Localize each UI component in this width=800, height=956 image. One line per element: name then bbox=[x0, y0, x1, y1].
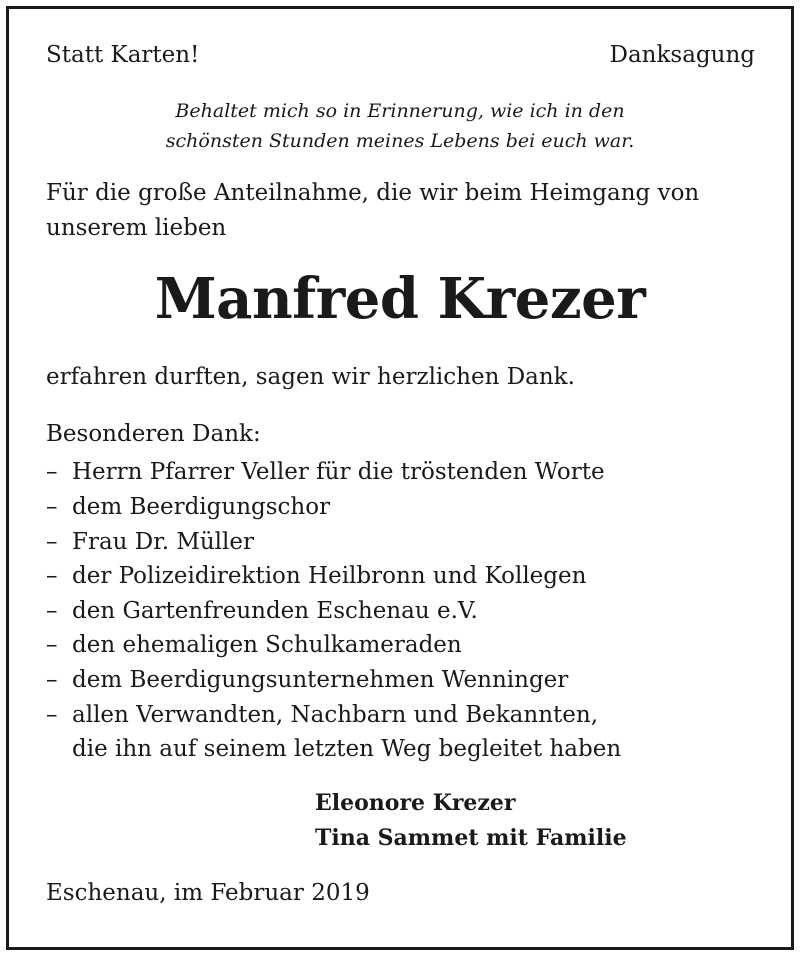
motto-line-2: schönsten Stunden meines Lebens bei euch war. bbox=[165, 130, 635, 152]
list-dash: – bbox=[46, 459, 58, 485]
list-dash: – bbox=[46, 494, 58, 520]
header-left: Statt Karten! bbox=[46, 42, 200, 68]
place-date: Eschenau, im Februar 2019 bbox=[46, 880, 370, 906]
list-item-continuation: die ihn auf seinem letzten Weg begleitet haben bbox=[72, 736, 622, 762]
list-item: den Gartenfreunden Eschenau e.V. bbox=[72, 598, 478, 624]
special-thanks-heading: Besonderen Dank: bbox=[46, 421, 261, 447]
thanks-line: erfahren durften, sagen wir herzlichen Dank. bbox=[46, 364, 575, 390]
list-dash: – bbox=[46, 632, 58, 658]
list-item: den ehemaligen Schulkameraden bbox=[72, 632, 462, 658]
intro-line-2: unserem lieben bbox=[46, 215, 227, 241]
motto-line-1: Behaltet mich so in Erinnerung, wie ich in den bbox=[175, 100, 625, 122]
list-dash: – bbox=[46, 702, 58, 728]
list-item: allen Verwandten, Nachbarn und Bekannten, bbox=[72, 702, 599, 728]
intro-line-1: Für die große Anteilnahme, die wir beim Heimgang von bbox=[46, 180, 700, 206]
list-dash: – bbox=[46, 563, 58, 589]
deceased-name: Manfred Krezer bbox=[154, 266, 646, 332]
list-item: der Polizeidirektion Heilbronn und Kollegen bbox=[72, 563, 587, 589]
list-item: Frau Dr. Müller bbox=[72, 529, 255, 555]
list-dash: – bbox=[46, 667, 58, 693]
signature-line-2: Tina Sammet mit Familie bbox=[315, 825, 627, 851]
list-dash: – bbox=[46, 529, 58, 555]
signature-line-1: Eleonore Krezer bbox=[315, 790, 516, 816]
list-item: dem Beerdigungschor bbox=[72, 494, 331, 520]
list-item: Herrn Pfarrer Veller für die tröstenden Worte bbox=[72, 459, 605, 485]
list-dash: – bbox=[46, 598, 58, 624]
list-item: dem Beerdigungsunternehmen Wenninger bbox=[72, 667, 569, 693]
header-right: Danksagung bbox=[609, 42, 755, 68]
